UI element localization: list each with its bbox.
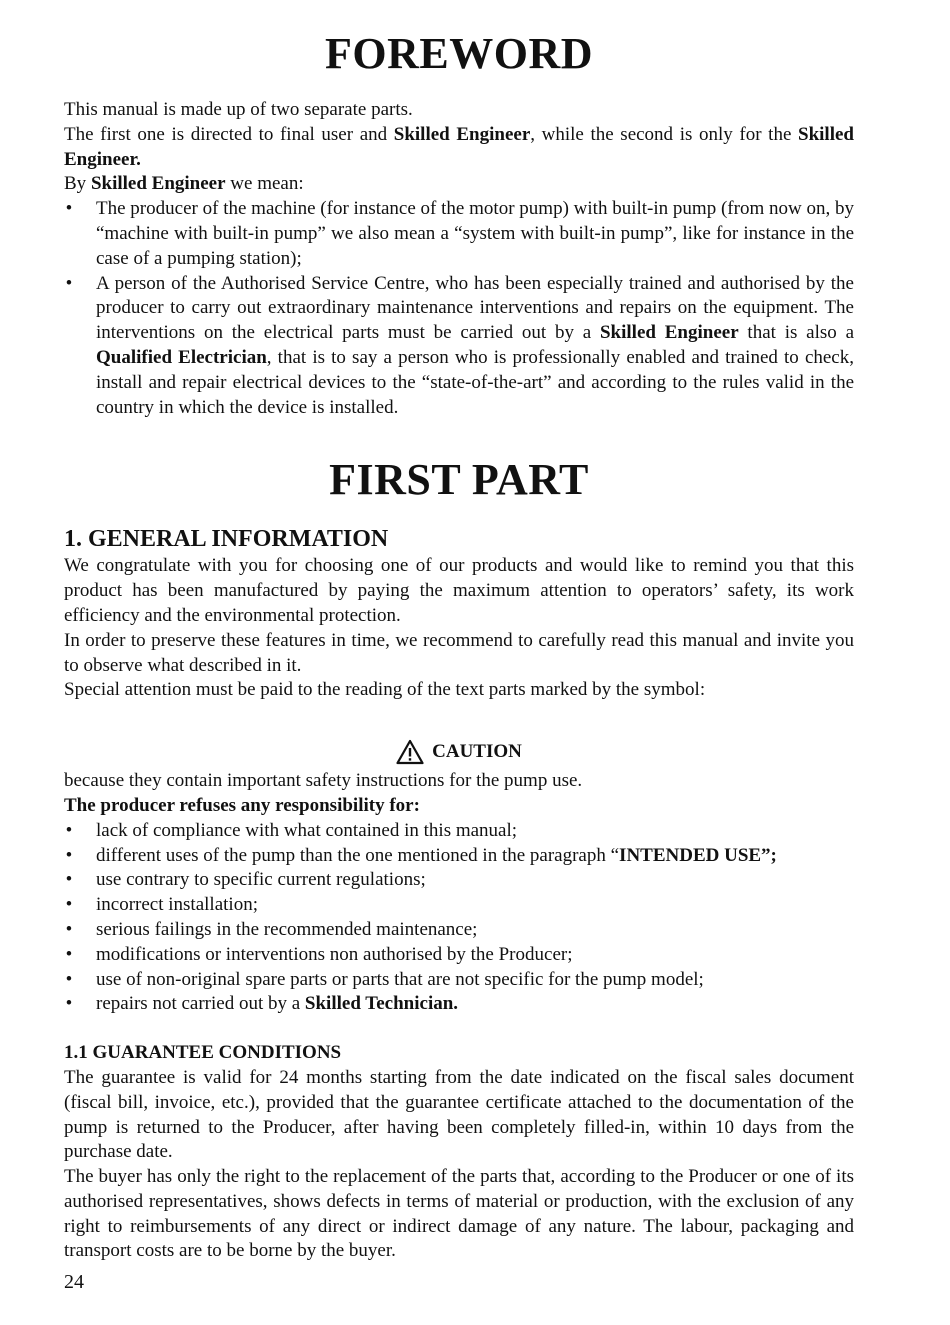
bullet-icon: • xyxy=(65,272,73,294)
responsibility-heading xyxy=(64,794,854,819)
text-run: A person of the Authorised Service Centre, who has been especially trained and authorised by the producer to carry out extraordinary maintenance interventions and repairs on the equipment. The interventions on the electrical parts must be carried out by a xyxy=(96,272,854,344)
list-item-text: incorrect installation; xyxy=(96,894,258,916)
text-run: , while the second is only for the xyxy=(530,123,799,145)
bullet-icon: • xyxy=(65,869,73,891)
foreword-paragraph-1: This manual is made up of two separate parts. xyxy=(64,99,413,120)
list-item-text: use contrary to specific current regulations; xyxy=(96,869,426,891)
list-item xyxy=(64,844,854,869)
list-item xyxy=(64,992,854,1017)
warning-triangle-icon xyxy=(396,739,424,765)
bullet-icon: • xyxy=(65,819,73,841)
bullet-icon: • xyxy=(65,918,73,940)
list-item xyxy=(64,197,854,271)
general-paragraph-4: because they contain important safety instructions for the pump use. xyxy=(64,770,583,792)
text-run: , that is to say a person who is professionally enabled and trained to check, install and repair electrical devices to the “state-of-the-art” and according to the rules valid in the country in which the device is installed. xyxy=(96,346,854,418)
caution-text: CAUTION xyxy=(432,741,522,763)
text-run: that is also a xyxy=(738,322,855,344)
caution-label xyxy=(64,739,854,765)
bullet-icon: • xyxy=(65,844,73,866)
foreword-bullet-list xyxy=(64,197,854,420)
list-item xyxy=(64,968,854,993)
list-item-text: modifications or interventions non authorised by the Producer; xyxy=(96,943,573,965)
bullet-icon: • xyxy=(65,943,73,965)
text-run: By xyxy=(64,173,91,195)
list-item xyxy=(64,918,854,943)
list-item-text: lack of compliance with what contained in this manual; xyxy=(96,819,518,841)
bullet-icon: • xyxy=(65,894,73,916)
bold-term: Qualified Electrician xyxy=(96,346,267,368)
list-item-text: serious failings in the recommended maintenance; xyxy=(96,918,478,940)
guarantee-paragraph-2: The buyer has only the right to the replacement of the parts that, according to the Producer or one of its authorised representatives, shows defects in terms of material or production, with the exclusion of any right to reimbursements of any direct or indirect damage of any nature. The labour, packaging and transport costs are to be borne by the buyer. xyxy=(64,1166,854,1262)
foreword-title: FOREWORD xyxy=(325,29,593,78)
bullet-icon: • xyxy=(65,993,73,1015)
bold-term: INTENDED USE”; xyxy=(619,844,777,866)
list-item-text: The producer of the machine (for instance of the motor pump) with built-in pump (from now on, by “machine with built-in pump” we also mean a “system with built-in pump”, like for instance in the case of a pumping station); xyxy=(96,198,854,269)
bold-term: Skilled Engineer. xyxy=(64,123,854,170)
bold-term: Skilled Technician. xyxy=(304,993,459,1015)
list-item-text: different uses of the pump than the one mentioned in the paragraph “ xyxy=(96,844,620,866)
responsibility-list xyxy=(64,819,854,1017)
first-part-title: FIRST PART xyxy=(329,455,589,505)
list-item-text: use of non-original spare parts or parts that are not specific for the pump model; xyxy=(96,968,704,990)
page-number: 24 xyxy=(64,1271,84,1293)
bold-heading: The producer refuses any responsibility for: xyxy=(64,794,420,816)
bold-term: Skilled Engineer xyxy=(599,322,739,344)
section-heading-general-information: 1. GENERAL INFORMATION xyxy=(64,526,389,553)
list-item-text: repairs not carried out by a xyxy=(96,993,305,1015)
guarantee-paragraph-1: The guarantee is valid for 24 months starting from the date indicated on the fiscal sales document (fiscal bill, invoice, etc.), provided that the guarantee certificate attached to the documentation of the pump is returned to the Producer, after having been completely filled-in, within 10 days from the purchase date. xyxy=(64,1066,854,1163)
list-item xyxy=(64,943,854,968)
general-paragraph-2: In order to preserve these features in time, we recommend to carefully read this manual and invite you to observe what described in it. xyxy=(64,629,854,676)
bullet-icon: • xyxy=(65,198,73,220)
section-heading-guarantee-conditions: 1.1 GUARANTEE CONDITIONS xyxy=(64,1042,342,1064)
list-item xyxy=(64,819,854,844)
general-paragraph-1: We congratulate with you for choosing one of our products and would like to remind you that this product has been manufactured by paying the maximum attention to operators’ safety, its work efficiency and the environmental protection. xyxy=(64,555,854,626)
bold-term: Skilled Engineer xyxy=(90,173,226,195)
list-item xyxy=(64,868,854,893)
bullet-icon: • xyxy=(65,968,73,990)
text-run: The first one is directed to final user and xyxy=(64,123,394,145)
foreword-paragraph-2 xyxy=(64,123,854,173)
list-item xyxy=(64,893,854,918)
text-run: we mean: xyxy=(225,173,304,195)
page-content xyxy=(64,28,854,1264)
list-item xyxy=(64,272,854,421)
bold-term: Skilled Engineer xyxy=(393,123,531,145)
general-paragraph-3: Special attention must be paid to the reading of the text parts marked by the symbol: xyxy=(64,679,706,701)
foreword-paragraph-3 xyxy=(64,172,854,197)
